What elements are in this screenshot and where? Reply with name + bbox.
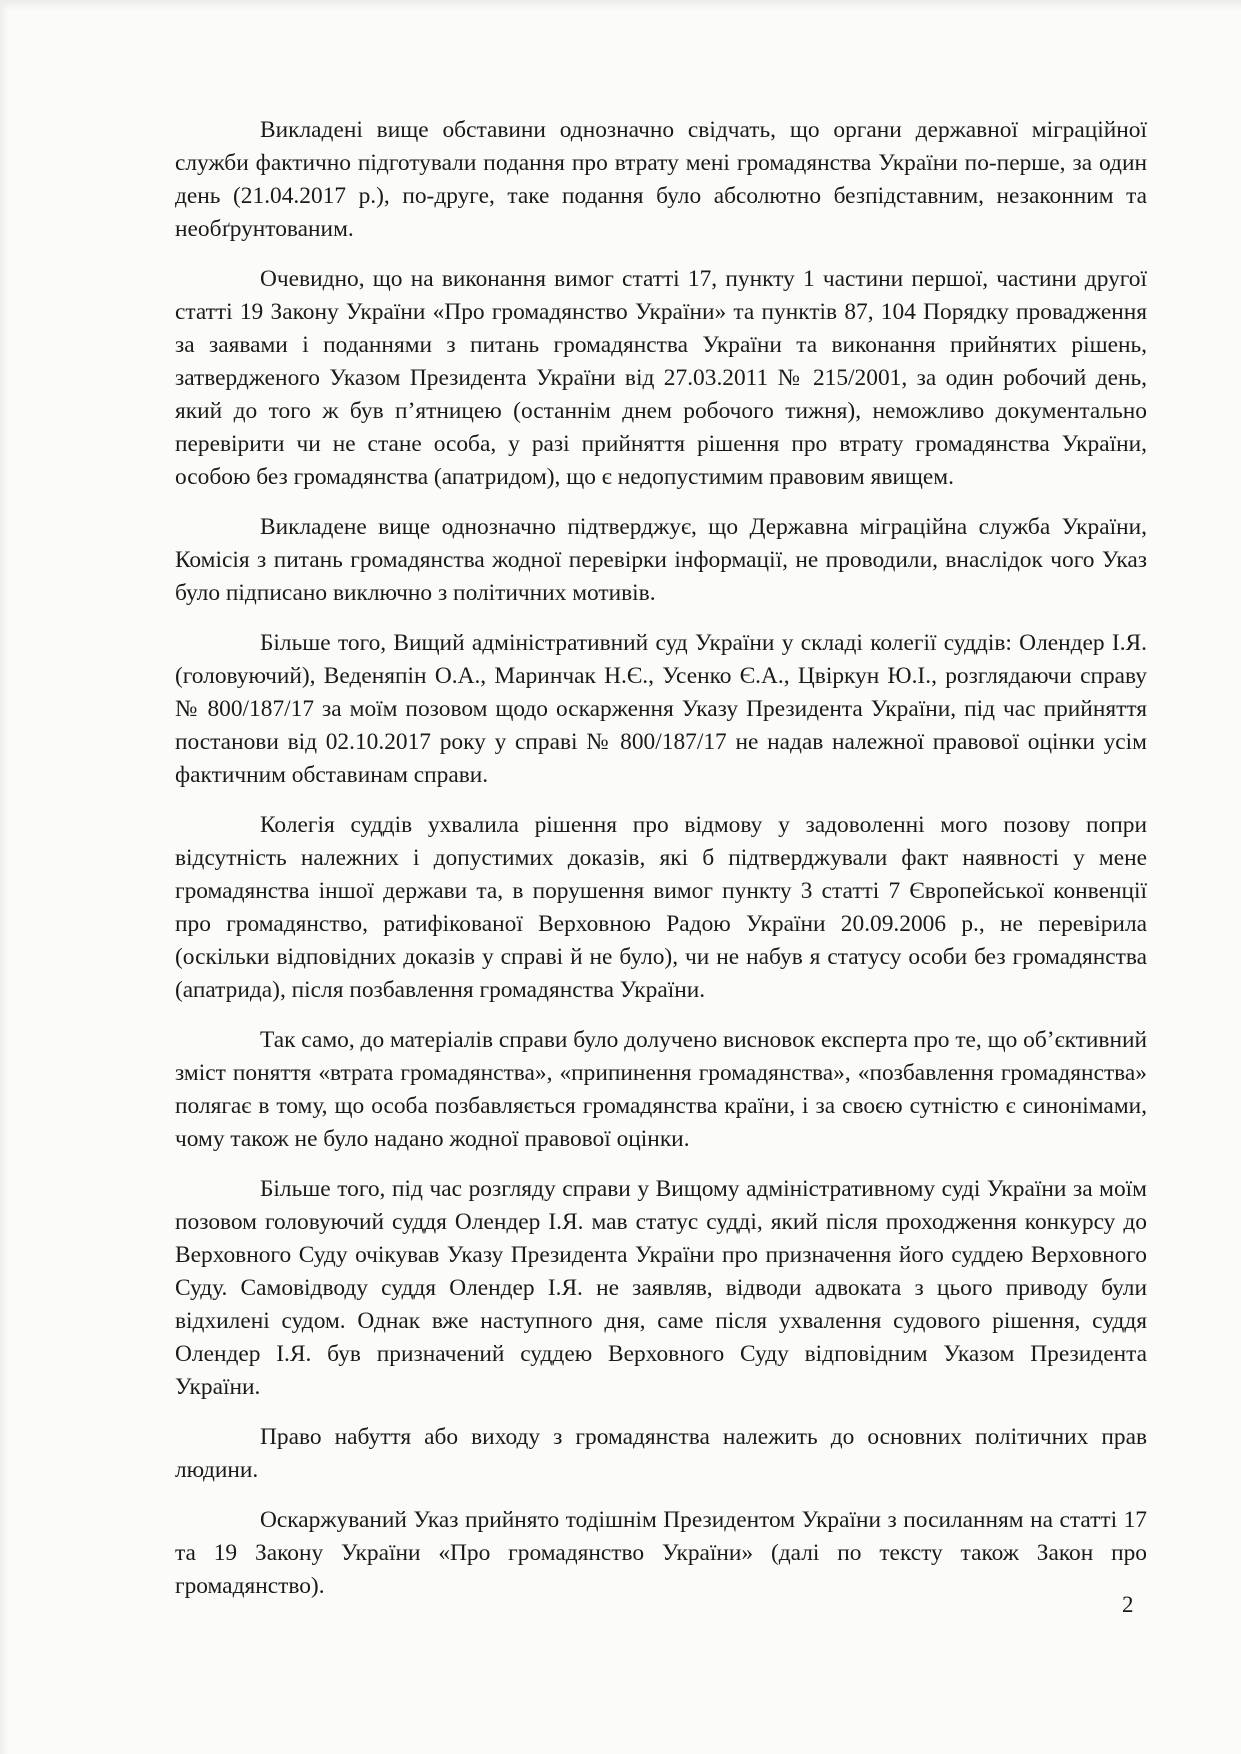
scan-edge-top — [0, 0, 1241, 10]
scan-edge-left — [0, 0, 8, 1754]
paragraph-9: Оскаржуваний Указ прийнято тодішнім Президентом України з посиланням на статті 17 та 19 Закону України «Про громадянство України» (далі по тексту також Закон про громадянство). — [175, 1507, 1147, 1599]
paragraph-4: Більше того, Вищий адміністративний суд України у складі колегії суддів: Олендер І.Я. (головуючий), Веденяпін О.А., Маринчак Н.Є., Усенко Є.А., Цвіркун Ю.І., розглядаючи справу № 800/187/17 за моїм позовом щодо оскарження Указу Президента України, під час прийняття постанови від 02.10.2017 року у справі № 800/187/17 не надав належної правової оцінки усім фактичним обставинам справи. — [175, 630, 1147, 788]
paragraph-7: Більше того, під час розгляду справи у Вищому адміністративному суді України за моїм позовом головуючий суддя Олендер І.Я. мав статус судді, який після проходження конкурсу до Верховного Суду очікував Указу Президента України про призначення його суддею Верховного Суду. Самовідводу суддя Олендер І.Я. не заявляв, відводи адвоката з цього приводу були відхилені судом. Однак вже наступного дня, саме після ухвалення судового рішення, суддя Олендер І.Я. був призначений суддею Верховного Суду відповідним Указом Президента України. — [175, 1176, 1147, 1400]
paragraph-2: Очевидно, що на виконання вимог статті 17, пункту 1 частини першої, частини другої статті 19 Закону України «Про громадянство України» та пунктів 87, 104 Порядку провадження за заявами і поданнями з питань громадянства України та виконання прийнятих рішень, затвердженого Указом Президента України від 27.03.2011 № 215/2001, за один робочий день, який до того ж був п’ятницею (останнім днем робочого тижня), неможливо документально перевірити чи не стане особа, у разі прийняття рішення про втрату громадянства України, особою без громадянства (апатридом), що є недопустимим правовим явищем. — [175, 266, 1147, 490]
paragraph-8: Право набуття або виходу з громадянства належить до основних політичних прав людини. — [175, 1424, 1147, 1483]
page-number: 2 — [1122, 1592, 1134, 1617]
paragraph-5: Колегія суддів ухвалила рішення про відмову у задоволенні мого позову попри відсутність належних і допустимих доказів, які б підтверджували факт наявності у мене громадянства іншої держави та, в порушення вимог пункту 3 статті 7 Європейської конвенції про громадянство, ратифікованої Верховною Радою України 20.09.2006 р., не перевірила (оскільки відповідних доказів у справі й не було), чи не набув я статусу особи без громадянства (апатрида), після позбавлення громадянства України. — [175, 812, 1147, 1003]
paragraph-1: Викладені вище обставини однозначно свідчать, що органи державної міграційної служби фактично підготували подання про втрату мені громадянства України по-перше, за один день (21.04.2017 р.), по-друге, таке подання було абсолютно безпідставним, незаконним та необґрунтованим. — [175, 117, 1147, 242]
document-body — [175, 114, 1147, 1620]
paragraph-3: Викладене вище однозначно підтверджує, що Державна міграційна служба України, Комісія з питань громадянства жодної перевірки інформації, не проводили, внаслідок чого Указ було підписано виключно з політичних мотивів. — [175, 514, 1147, 606]
paragraph-6: Так само, до матеріалів справи було долучено висновок експерта про те, що об’єктивний зміст поняття «втрата громадянства», «припинення громадянства», «позбавлення громадянства» полягає в тому, що особа позбавляється громадянства країни, і за своєю сутністю є синонімами, чому також не було надано жодної правової оцінки. — [175, 1027, 1147, 1152]
